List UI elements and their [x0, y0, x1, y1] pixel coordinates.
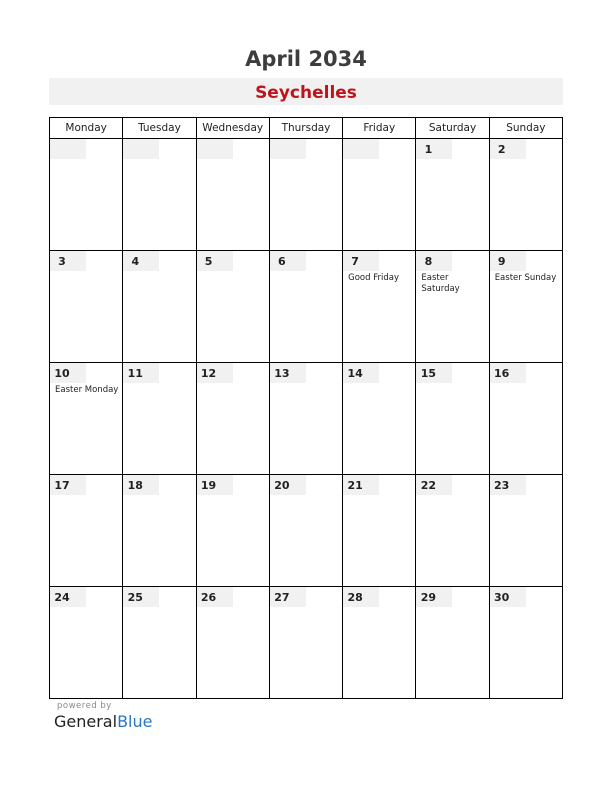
day-cell	[343, 587, 416, 699]
day-number: 17	[50, 475, 86, 495]
day-cell	[123, 587, 196, 699]
day-cell	[489, 475, 562, 587]
day-cell	[123, 475, 196, 587]
day-cell	[489, 587, 562, 699]
day-cell	[50, 587, 123, 699]
day-cell	[343, 363, 416, 475]
day-cell	[50, 363, 123, 475]
weekday-header: Tuesday	[123, 118, 196, 139]
day-cell	[50, 251, 123, 363]
weekday-header: Monday	[50, 118, 123, 139]
day-number: 4	[123, 251, 159, 271]
day-number: 27	[270, 587, 306, 607]
holiday-label: Easter Monday	[55, 385, 119, 395]
powered-by-text: powered by	[57, 701, 112, 711]
day-cell	[416, 475, 489, 587]
day-number: 23	[490, 475, 526, 495]
weekday-header: Wednesday	[196, 118, 269, 139]
country-banner	[49, 78, 563, 105]
empty-day-tab	[343, 139, 379, 159]
empty-day-tab	[50, 139, 86, 159]
day-cell	[416, 251, 489, 363]
day-cell	[343, 139, 416, 251]
week-row	[50, 587, 563, 699]
day-number: 11	[123, 363, 159, 383]
weekday-header: Thursday	[269, 118, 342, 139]
day-cell	[343, 251, 416, 363]
brand-logo[interactable]	[54, 712, 152, 731]
day-cell	[269, 475, 342, 587]
day-number: 2	[490, 139, 526, 159]
week-row	[50, 475, 563, 587]
day-number: 18	[123, 475, 159, 495]
week-row	[50, 139, 563, 251]
holiday-label: Easter Sunday	[494, 273, 557, 283]
weekday-header: Saturday	[416, 118, 489, 139]
week-row	[50, 363, 563, 475]
day-number: 21	[343, 475, 379, 495]
day-number: 6	[270, 251, 306, 271]
brand-blue-text: Blue	[117, 712, 153, 731]
day-cell	[269, 587, 342, 699]
day-number: 19	[197, 475, 233, 495]
day-number: 29	[416, 587, 452, 607]
holiday-label: Good Friday	[348, 273, 399, 283]
day-cell	[196, 251, 269, 363]
day-number: 20	[270, 475, 306, 495]
day-number: 22	[416, 475, 452, 495]
day-number: 7	[343, 251, 379, 271]
weekday-header: Sunday	[489, 118, 562, 139]
empty-day-tab	[197, 139, 233, 159]
day-cell	[196, 363, 269, 475]
day-cell	[123, 363, 196, 475]
calendar-grid	[49, 117, 563, 699]
day-number: 25	[123, 587, 159, 607]
day-cell	[50, 475, 123, 587]
day-cell	[123, 251, 196, 363]
empty-day-tab	[270, 139, 306, 159]
weekday-header-row	[50, 118, 563, 139]
day-number: 28	[343, 587, 379, 607]
day-number: 12	[197, 363, 233, 383]
day-cell	[196, 475, 269, 587]
day-cell	[269, 251, 342, 363]
weekday-header: Friday	[343, 118, 416, 139]
day-cell	[269, 363, 342, 475]
day-number: 24	[50, 587, 86, 607]
day-cell	[489, 251, 562, 363]
day-number: 16	[490, 363, 526, 383]
day-cell	[416, 139, 489, 251]
day-number: 13	[270, 363, 306, 383]
country-name: Seychelles	[255, 83, 357, 103]
day-cell	[416, 587, 489, 699]
day-cell	[50, 139, 123, 251]
day-number: 9	[490, 251, 526, 271]
day-number: 1	[416, 139, 452, 159]
brand-general-text: General	[54, 712, 118, 731]
day-number: 14	[343, 363, 379, 383]
holiday-label: Easter Saturday	[421, 273, 460, 294]
week-row	[50, 251, 563, 363]
day-number: 30	[490, 587, 526, 607]
day-number: 5	[197, 251, 233, 271]
day-number: 15	[416, 363, 452, 383]
day-number: 3	[50, 251, 86, 271]
day-cell	[196, 587, 269, 699]
day-number: 10	[50, 363, 86, 383]
page-title: April 2034	[245, 47, 367, 71]
day-cell	[416, 363, 489, 475]
day-number: 8	[416, 251, 452, 271]
day-cell	[343, 475, 416, 587]
day-number: 26	[197, 587, 233, 607]
day-cell	[489, 363, 562, 475]
day-cell	[123, 139, 196, 251]
day-cell	[489, 139, 562, 251]
day-cell	[196, 139, 269, 251]
day-cell	[269, 139, 342, 251]
empty-day-tab	[123, 139, 159, 159]
